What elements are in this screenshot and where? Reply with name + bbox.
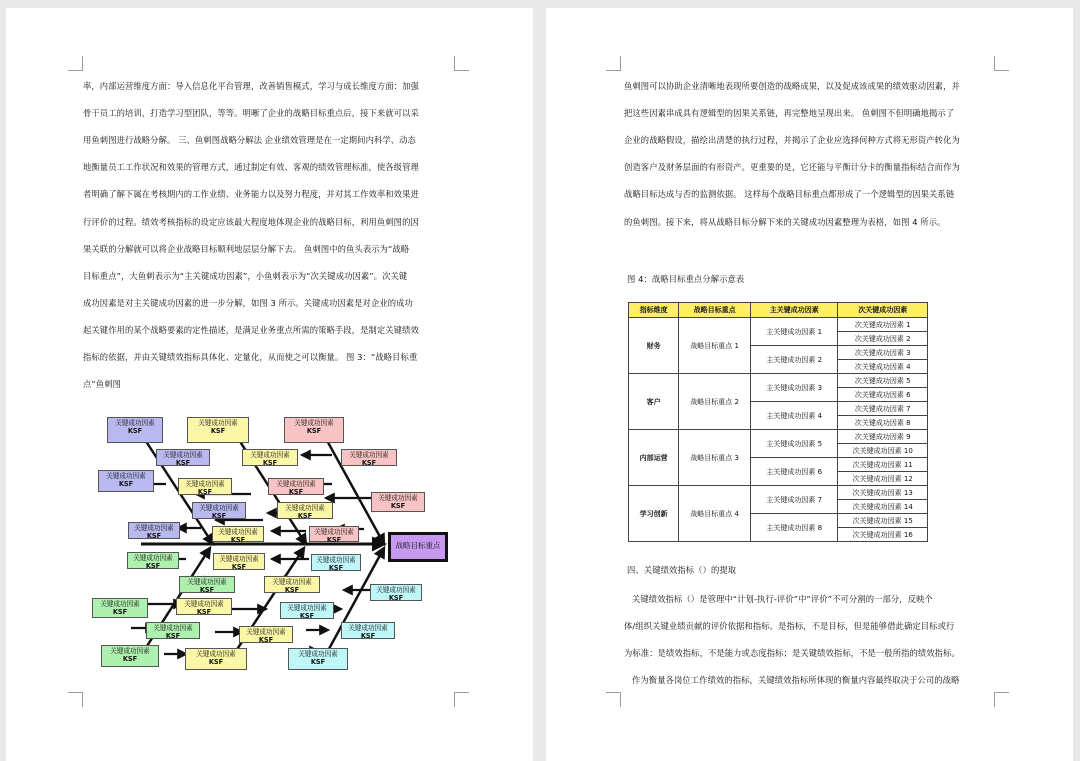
- ksf-box-abbr: KSF: [127, 427, 143, 435]
- ksf-box-abbr: KSF: [284, 586, 300, 594]
- text-line: 地衡量员工工作状况和效果的管理方式，通过制定有效、客观的绩效管理标准，使各级管理: [83, 162, 419, 173]
- ksf-box: [280, 602, 334, 619]
- ksf-box-label: 关键成功因素: [163, 451, 203, 459]
- ksf-box-abbr: KSF: [175, 459, 191, 467]
- text-line: 用鱼刺图进行战略分解。 三、鱼刺图战略分解法 企业绩效管理是在一定期间内科学、动态: [83, 135, 416, 146]
- text-line: 体/组织关键业绩贡献的评价依据和指标。是指标，不是目标，但是能够借此确定目标或行: [624, 621, 955, 632]
- sub-factor-cell: 次关键成功因素 13: [838, 486, 928, 500]
- text-line: 起关键作用的某个战略要素的定性描述，是满足业务重点所需的策略手段，是制定关键绩效: [83, 324, 419, 335]
- ksf-box: [213, 553, 265, 570]
- main-factor-cell: 主关键成功因素 7: [750, 486, 838, 514]
- ksf-box-label: 关键成功因素: [314, 528, 354, 536]
- sub-factor-cell: 次关键成功因素 14: [838, 500, 928, 514]
- text-line: 创造客户及财务层面的有形资产。更重要的是，它还能与平衡计分卡的衡量指标结合而作为: [624, 162, 960, 173]
- ksf-box-abbr: KSF: [361, 459, 377, 467]
- ksf-box-label: 关键成功因素: [100, 600, 140, 608]
- text-line: 指标的依据，并由关键绩效指标具体化、定量化，从而使之可以衡量。 图 3：“战略目标重: [83, 352, 418, 362]
- sub-factor-cell: 次关键成功因素 4: [838, 360, 928, 374]
- sub-factor-cell: 次关键成功因素 11: [838, 458, 928, 472]
- dimension-cell: 学习创新: [629, 486, 679, 542]
- sub-factor-cell: 次关键成功因素 10: [838, 444, 928, 458]
- ksf-box: [341, 622, 395, 639]
- dimension-cell: 内部运营: [629, 430, 679, 486]
- main-factor-cell: 主关键成功因素 3: [750, 374, 838, 402]
- ksf-box: [179, 576, 235, 593]
- ksf-box-abbr: KSF: [122, 655, 138, 663]
- sub-factor-cell: 次关键成功因素 3: [838, 346, 928, 360]
- ksf-box-label: 关键成功因素: [348, 624, 388, 632]
- text-line: 行评价的过程。绩效考核指标的设定应该最大程度地体现企业的战略目标，利用鱼刺图的因: [83, 216, 419, 227]
- ksf-box: [128, 522, 180, 539]
- ksf-box: [176, 598, 232, 615]
- crop-mark: [994, 56, 1009, 71]
- ksf-box-abbr: KSF: [199, 586, 215, 594]
- sub-factor-cell: 次关键成功因素 2: [838, 332, 928, 346]
- ksf-box: [264, 576, 320, 593]
- ksf-box-label: 关键成功因素: [285, 504, 325, 512]
- sub-factor-cell: 次关键成功因素 12: [838, 472, 928, 486]
- document-page-2: [546, 8, 1073, 761]
- dimension-cell: 财务: [629, 318, 679, 374]
- ksf-box-label: 关键成功因素: [316, 556, 356, 564]
- decomposition-table: [628, 302, 928, 542]
- ksf-box-abbr: KSF: [118, 480, 134, 488]
- ksf-box-label: 关键成功因素: [294, 419, 334, 427]
- crop-mark: [606, 692, 621, 707]
- ksf-box-label: 关键成功因素: [187, 578, 227, 586]
- section-heading: 四、关键绩效指标（）的提取: [627, 565, 737, 575]
- sub-factor-cell: 次关键成功因素 7: [838, 402, 928, 416]
- document-page-1: [6, 8, 533, 761]
- ksf-box: [146, 622, 200, 639]
- ksf-box-abbr: KSF: [165, 632, 181, 640]
- ksf-box-label: 关键成功因素: [199, 504, 239, 512]
- ksf-box: [288, 648, 348, 670]
- ksf-box-abbr: KSF: [310, 658, 326, 666]
- text-line: 点”鱼刺图: [83, 379, 121, 390]
- ksf-box: [370, 584, 422, 601]
- dimension-cell: 客户: [629, 374, 679, 430]
- sub-factor-cell: 次关键成功因素 1: [838, 318, 928, 332]
- table-header-cell: 主关键成功因素: [750, 303, 838, 318]
- ksf-box-label: 关键成功因素: [184, 600, 224, 608]
- ksf-box: [242, 449, 298, 466]
- table-header-cell: 次关键成功因素: [838, 303, 928, 318]
- text-line: 战略目标达成与否的监测依据。 这样每个战略目标重点都形成了一个逻辑型的因果关系链: [624, 189, 955, 200]
- ksf-box-abbr: KSF: [390, 502, 406, 510]
- ksf-box: [178, 478, 232, 495]
- ksf-box: [309, 526, 359, 542]
- ksf-box: [284, 417, 344, 443]
- ksf-box-abbr: KSF: [211, 512, 227, 520]
- text-line: 鱼刺图可以协助企业清晰地表现所要创造的战略成果，以及促成该成果的绩效驱动因素，并: [624, 81, 960, 91]
- sub-factor-cell: 次关键成功因素 5: [838, 374, 928, 388]
- text-line: 的鱼刺图。接下来，将从战略目标分解下来的关键成功因素整理为表格，如图 4 所示。: [624, 216, 946, 227]
- text-line: 关键绩效指标（）是管理中“计划-执行-评价”中“评价”不可分割的一部分，反映个: [632, 594, 933, 604]
- ksf-box-abbr: KSF: [112, 608, 128, 616]
- main-factor-cell: 主关键成功因素 4: [750, 402, 838, 430]
- main-factor-cell: 主关键成功因素 8: [750, 514, 838, 542]
- ksf-box: [192, 502, 246, 519]
- ksf-box-abbr: KSF: [299, 612, 315, 620]
- ksf-box: [187, 417, 249, 443]
- ksf-box: [92, 598, 148, 618]
- ksf-box-label: 关键成功因素: [378, 494, 418, 502]
- table-row: [629, 318, 928, 332]
- sub-factor-cell: 次关键成功因素 9: [838, 430, 928, 444]
- sub-factor-cell: 次关键成功因素 16: [838, 528, 928, 542]
- ksf-box-abbr: KSF: [146, 532, 162, 540]
- figure-caption: 图 4：战略目标重点分解示意表: [627, 274, 745, 284]
- ksf-box-label: 关键成功因素: [272, 578, 312, 586]
- ksf-box: [341, 449, 397, 466]
- sub-factor-cell: 次关键成功因素 8: [838, 416, 928, 430]
- ksf-box: [98, 470, 154, 492]
- ksf-box-abbr: KSF: [230, 536, 246, 544]
- crop-mark: [994, 692, 1009, 707]
- text-line: 为标准：是绩效指标，不是能力或态度指标；是关键绩效指标，不是一般所指的绩效指标。: [624, 648, 960, 659]
- ksf-box-label: 关键成功因素: [185, 480, 225, 488]
- ksf-box-label: 关键成功因素: [196, 650, 236, 658]
- text-line: 者明确了解下属在考核期内的工作业绩、业务能力以及努力程度，并对其工作效率和效果进: [83, 189, 419, 200]
- ksf-box: [277, 502, 333, 519]
- ksf-box-label: 关键成功因素: [133, 554, 173, 562]
- ksf-box-abbr: KSF: [231, 563, 247, 571]
- ksf-box-abbr: KSF: [145, 562, 161, 570]
- ksf-box-abbr: KSF: [262, 459, 278, 467]
- table-row: [629, 430, 928, 444]
- text-line: 率，内部运营维度方面：导入信息化平台管理，改善销售模式，学习与成长维度方面：加强: [83, 81, 419, 91]
- focus-cell: 战略目标重点 1: [679, 318, 751, 374]
- table-row: [629, 374, 928, 388]
- ksf-box-label: 关键成功因素: [246, 628, 286, 636]
- text-line: 果关联的分解就可以将企业战略目标顺利地层层分解下去。 鱼刺图中的鱼头表示为“战略: [83, 243, 410, 254]
- table-header-cell: 战略目标重点: [679, 303, 751, 318]
- ksf-box-abbr: KSF: [196, 608, 212, 616]
- ksf-box-label: 关键成功因素: [376, 586, 416, 594]
- ksf-box-abbr: KSF: [326, 536, 342, 544]
- ksf-box-label: 关键成功因素: [134, 524, 174, 532]
- text-line: 把这些因素串成具有逻辑型的因果关系链，再完整地呈现出来。 鱼刺图不但明确地揭示了: [624, 108, 955, 119]
- ksf-box: [185, 648, 247, 670]
- focus-cell: 战略目标重点 2: [679, 374, 751, 430]
- main-factor-cell: 主关键成功因素 1: [750, 318, 838, 346]
- ksf-box-label: 关键成功因素: [276, 480, 316, 488]
- main-factor-cell: 主关键成功因素 2: [750, 346, 838, 374]
- fish-head-box: 战略目标重点: [388, 532, 448, 562]
- crop-mark: [606, 56, 621, 71]
- text-line: 骨干员工的培训，打造学习型团队，等等。明晰了企业的战略目标重点后，接下来就可以采: [83, 108, 419, 119]
- ksf-box-abbr: KSF: [288, 488, 304, 496]
- ksf-box-abbr: KSF: [388, 594, 404, 602]
- ksf-box-label: 关键成功因素: [287, 604, 327, 612]
- focus-cell: 战略目标重点 4: [679, 486, 751, 542]
- ksf-box-label: 关键成功因素: [106, 472, 146, 480]
- text-line: 作为衡量各岗位工作绩效的指标，关键绩效指标所体现的衡量内容最终取决于公司的战略: [632, 675, 960, 686]
- ksf-box: [107, 417, 163, 443]
- text-line: 成功因素是对主关键成功因素的进一步分解，如图 3 所示。关键成功因素是对企业的成功: [83, 297, 413, 308]
- ksf-box-label: 关键成功因素: [153, 624, 193, 632]
- ksf-box-label: 关键成功因素: [110, 647, 150, 655]
- text-line: 企业的战略假设，描绘出清楚的执行过程，并揭示了企业应选择何种方式将无形资产转化为: [624, 135, 960, 146]
- ksf-box: [268, 478, 324, 495]
- ksf-box-label: 关键成功因素: [219, 555, 259, 563]
- text-line: 目标重点”，大鱼刺表示为“主关键成功因素”，小鱼刺表示为“次关键成功因素”。次关键: [83, 270, 408, 281]
- ksf-box-abbr: KSF: [208, 658, 224, 666]
- ksf-box: [371, 492, 425, 512]
- ksf-box-abbr: KSF: [306, 427, 322, 435]
- ksf-box: [127, 552, 179, 569]
- ksf-box-label: 关键成功因素: [115, 419, 155, 427]
- sub-factor-cell: 次关键成功因素 6: [838, 388, 928, 402]
- ksf-box: [311, 554, 361, 571]
- ksf-box-abbr: KSF: [258, 636, 274, 644]
- table-header-row: [629, 303, 928, 318]
- ksf-box-label: 关键成功因素: [349, 451, 389, 459]
- main-factor-cell: 主关键成功因素 5: [750, 430, 838, 458]
- ksf-box-label: 关键成功因素: [218, 528, 258, 536]
- fishbone-lines: [6, 8, 533, 761]
- ksf-box: [239, 626, 293, 643]
- ksf-box: [212, 526, 264, 542]
- ksf-box-abbr: KSF: [210, 427, 226, 435]
- table-header-cell: 指标维度: [629, 303, 679, 318]
- ksf-box-abbr: KSF: [297, 512, 313, 520]
- ksf-box-abbr: KSF: [197, 488, 213, 496]
- ksf-box: [101, 645, 159, 667]
- main-factor-cell: 主关键成功因素 6: [750, 458, 838, 486]
- ksf-box-abbr: KSF: [360, 632, 376, 640]
- ksf-box-label: 关键成功因素: [198, 419, 238, 427]
- focus-cell: 战略目标重点 3: [679, 430, 751, 486]
- ksf-box: [156, 449, 210, 466]
- sub-factor-cell: 次关键成功因素 15: [838, 514, 928, 528]
- table-row: [629, 486, 928, 500]
- ksf-box-abbr: KSF: [328, 564, 344, 572]
- ksf-box-label: 关键成功因素: [298, 650, 338, 658]
- ksf-box-label: 关键成功因素: [250, 451, 290, 459]
